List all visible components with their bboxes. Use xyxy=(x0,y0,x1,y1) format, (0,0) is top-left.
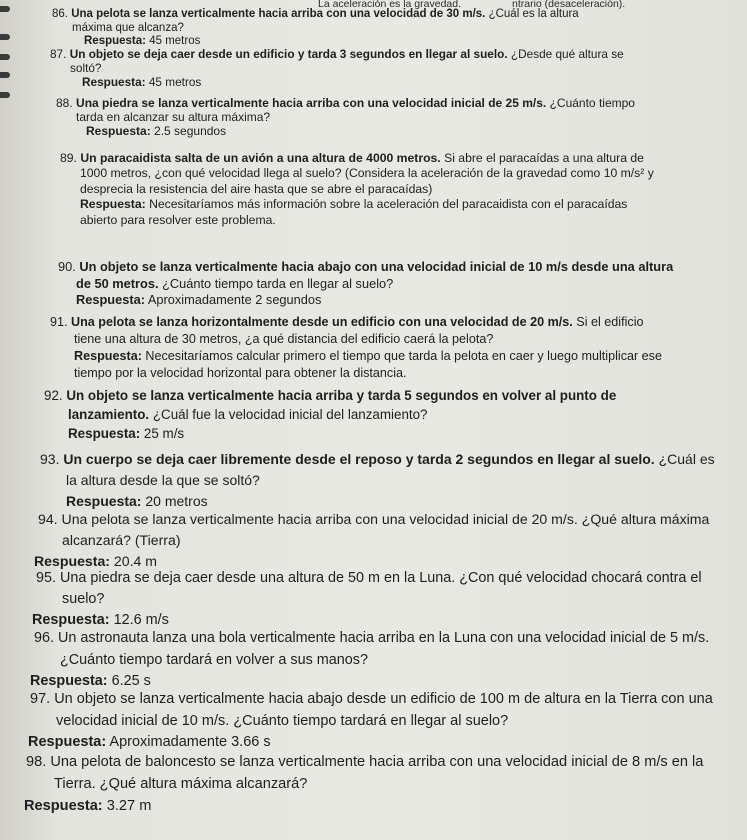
question-text: ¿Cuánto tiempo xyxy=(549,96,635,110)
problem-number: 93. xyxy=(40,451,60,467)
question-line: soltó? xyxy=(70,61,102,75)
problem-86 xyxy=(52,8,579,49)
binding-ring xyxy=(0,92,10,98)
answer-text: 2.5 segundos xyxy=(154,124,227,138)
question xyxy=(36,568,702,589)
question xyxy=(34,628,709,650)
answer-text: Necesitaríamos más información sobre la aceleración del paracaidista con el paracaídas xyxy=(149,197,628,212)
answer-text: Aproximadamente 2 segundos xyxy=(147,292,322,307)
problem-number: 95. xyxy=(36,570,57,586)
problem-87 xyxy=(50,47,624,89)
answer-line: abierto para resolver este problema. xyxy=(80,212,276,227)
problem-91 xyxy=(50,314,662,382)
question xyxy=(56,96,635,110)
problem-89 xyxy=(60,151,654,228)
answer-label: Respuesta: xyxy=(74,349,142,363)
answer xyxy=(50,348,662,365)
binding-ring xyxy=(0,72,10,78)
question-line: Tierra. ¿Qué altura máxima alcanzará? xyxy=(54,776,308,792)
problem-92 xyxy=(44,386,616,443)
question-text: ¿Cuál fue la velocidad inicial del lanzamiento? xyxy=(152,407,428,422)
question-bold: Un objeto se lanza verticalmente hacia abajo con una velocidad inicial de 10 m/s desde una altura xyxy=(79,259,674,274)
question xyxy=(52,8,579,22)
problem-number: 89. xyxy=(60,151,77,165)
answer xyxy=(44,424,616,443)
question-bold: lanzamiento. xyxy=(68,407,150,422)
question-line: ¿Cuánto tiempo tardará en volver a sus manos? xyxy=(60,651,368,668)
binding-ring xyxy=(0,34,10,40)
spiral-binding xyxy=(0,0,14,120)
question-line: la altura desde la que se soltó? xyxy=(66,472,260,488)
question-text: Si el edificio xyxy=(576,315,644,329)
problem-number: 87. xyxy=(50,47,67,61)
question xyxy=(50,314,662,331)
answer-label: Respuesta: xyxy=(80,197,146,212)
problem-number: 86. xyxy=(52,8,68,20)
question xyxy=(38,509,709,530)
answer-label: Respuesta: xyxy=(32,612,110,628)
answer-text: 20 metros xyxy=(145,493,208,509)
answer-text: 25 m/s xyxy=(143,426,185,441)
answer-label: Respuesta: xyxy=(66,493,142,509)
answer-text: 45 metros xyxy=(148,75,202,89)
problem-number: 98. xyxy=(26,754,47,770)
question-bold: Un objeto se lanza verticalmente hacia arriba y tarda 5 segundos en volver al punto de xyxy=(66,388,617,403)
question-line xyxy=(44,405,616,424)
question-text: Si abre el paracaídas a una altura de xyxy=(444,151,644,165)
question-bold: Una pelota se lanza verticalmente hacia arriba con una velocidad de 30 m/s. xyxy=(71,8,486,20)
binding-ring xyxy=(0,54,10,60)
problem-93 xyxy=(40,449,715,512)
question-bold: de 50 metros. xyxy=(76,275,159,291)
problem-94 xyxy=(34,509,710,572)
answer-label: Respuesta: xyxy=(68,426,141,441)
answer-label: Respuesta: xyxy=(28,734,107,750)
problem-number: 97. xyxy=(30,691,51,707)
question xyxy=(60,151,654,166)
question xyxy=(58,259,673,276)
problem-number: 94. xyxy=(38,511,58,527)
problem-number: 90. xyxy=(58,259,76,274)
problem-number: 96. xyxy=(34,630,55,646)
problem-number: 92. xyxy=(44,388,63,403)
question-bold: Una pelota se lanza horizontalmente desde un edificio con una velocidad de 20 m/s. xyxy=(71,315,573,329)
question-text: Un astronauta lanza una bola verticalmente hacia arriba en la Luna con una velocidad inicial de 5 m/s. xyxy=(58,630,710,646)
answer-text: 45 metros xyxy=(149,35,201,47)
question xyxy=(50,47,624,61)
problem-95 xyxy=(32,568,702,631)
answer-text: 20.4 m xyxy=(113,553,157,569)
problem-98 xyxy=(26,751,703,817)
question xyxy=(44,386,616,405)
question-line: alcanzará? (Tierra) xyxy=(62,532,181,548)
question-bold: Una piedra se lanza verticalmente hacia arriba con una velocidad inicial de 25 m/s. xyxy=(76,96,547,110)
answer-label: Respuesta: xyxy=(76,292,145,307)
question-text: Una pelota se lanza verticalmente hacia arriba con una velocidad inicial de 20 m/s. ¿Qué altura máxima xyxy=(61,511,710,527)
answer xyxy=(56,124,635,138)
question xyxy=(40,449,715,470)
answer-text: Necesitaríamos calcular primero el tiempo que tarda la pelota en caer y luego multiplicar ese xyxy=(145,349,662,363)
question-line: máxima que alcanza? xyxy=(72,21,184,34)
question-line xyxy=(58,276,673,293)
question-text: ¿Cuál es xyxy=(658,451,715,467)
question-text: ¿Cuál es la altura xyxy=(488,8,579,20)
cut-off-text-left: La aceleración es la gravedad. xyxy=(318,0,462,10)
problem-88 xyxy=(56,96,635,138)
question-line: velocidad inicial de 10 m/s. ¿Cuánto tiempo tardará en llegar al suelo? xyxy=(56,712,509,729)
answer-line: tiempo por la velocidad horizontal para obtener la distancia. xyxy=(74,366,407,380)
question-text: Una pelota de baloncesto se lanza verticalmente hacia arriba con una velocidad inicial de 8 m/s en la xyxy=(50,754,704,770)
problem-number: 88. xyxy=(56,96,73,110)
answer xyxy=(24,795,703,817)
cut-off-text-right: ntrario (desaceleración). xyxy=(512,0,626,10)
answer xyxy=(60,197,654,212)
binding-ring xyxy=(0,6,10,12)
question-text: Una piedra se deja caer desde una altura de 50 m en la Luna. ¿Con qué velocidad chocará contra el xyxy=(60,570,702,586)
answer-label: Respuesta: xyxy=(84,35,146,47)
question-bold: Un paracaidista salta de un avión a una altura de 4000 metros. xyxy=(80,151,441,165)
question-line: suelo? xyxy=(62,591,105,607)
answer xyxy=(58,292,673,309)
answer xyxy=(50,75,624,89)
answer-label: Respuesta: xyxy=(30,673,108,689)
answer-text: 12.6 m/s xyxy=(113,612,169,628)
question-text: Un objeto se lanza verticalmente hacia abajo desde un edificio de 100 m de altura en la Tierra con una xyxy=(54,691,713,707)
question-line: tarda en alcanzar su altura máxima? xyxy=(76,110,271,124)
problem-number: 91. xyxy=(50,315,68,329)
question-text: ¿Desde qué altura se xyxy=(510,47,624,61)
answer-label: Respuesta: xyxy=(86,124,151,138)
question-line: tiene una altura de 30 metros, ¿a qué distancia del edificio caerá la pelota? xyxy=(74,332,494,346)
question-line: 1000 metros, ¿con qué velocidad llega al suelo? (Considera la aceleración de la gravedad como 10 m/s² y xyxy=(80,166,654,181)
answer-text: 6.25 s xyxy=(111,673,151,689)
answer-label: Respuesta: xyxy=(24,798,103,814)
answer-label: Respuesta: xyxy=(82,75,146,89)
question-bold: Un objeto se deja caer desde un edificio y tarda 3 segundos en llegar al suelo. xyxy=(69,47,508,61)
answer-text: 3.27 m xyxy=(106,798,152,814)
question xyxy=(30,689,713,711)
problem-96 xyxy=(30,628,710,693)
question-bold: Un cuerpo se deja caer libremente desde el reposo y tarda 2 segundos en llegar al suelo. xyxy=(63,451,655,467)
problem-97 xyxy=(30,689,713,754)
question xyxy=(26,751,703,773)
question-line: desprecia la resistencia del aire hasta que se abre el paracaídas) xyxy=(80,181,433,196)
problem-90 xyxy=(58,259,673,309)
question-text: ¿Cuánto tiempo tarda en llegar al suelo? xyxy=(162,275,394,291)
answer-text: Aproximadamente 3.66 s xyxy=(109,734,271,750)
answer-label: Respuesta: xyxy=(34,553,110,569)
